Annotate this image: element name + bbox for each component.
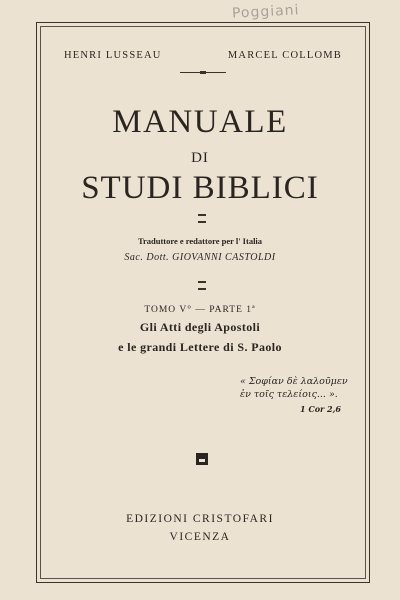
title-line-2: DI (191, 150, 209, 166)
author-left: HENRI LUSSEAU (64, 50, 162, 61)
volume-subtitle-2: e le grandi Lettere di S. Paolo (118, 340, 282, 354)
authors-line (40, 50, 366, 61)
divider-mark (198, 214, 206, 223)
publisher-logo-icon (196, 453, 208, 465)
author-right: MARCEL COLLOMB (227, 50, 342, 61)
translator-name: Sac. Dott. GIOVANNI CASTOLDI (124, 252, 276, 263)
volume-number: TOMO V° — PARTE 1ª (144, 305, 256, 315)
epigraph-line-1: « Σοφίαν δὲ λαλοῦμεν (240, 376, 348, 387)
pencil-annotation: Poggiani (231, 2, 300, 22)
title-line-3: STUDI BIBLICI (81, 170, 319, 206)
title-line-1: MANUALE (112, 104, 288, 140)
epigraph-line-2: ἐν τοῖς τελείοις... ». (240, 389, 338, 400)
publisher-name: EDIZIONI CRISTOFARI (126, 513, 274, 525)
publisher-city: VICENZA (169, 531, 231, 543)
volume-subtitle-1: Gli Atti degli Apostoli (139, 320, 261, 334)
epigraph-citation: 1 Cor 2,6 (300, 404, 341, 414)
ornament-rule (190, 71, 216, 74)
epigraph (240, 375, 360, 401)
divider-mark (198, 281, 206, 290)
translator-role: Traduttore e redattore per l' Italia (137, 236, 263, 246)
